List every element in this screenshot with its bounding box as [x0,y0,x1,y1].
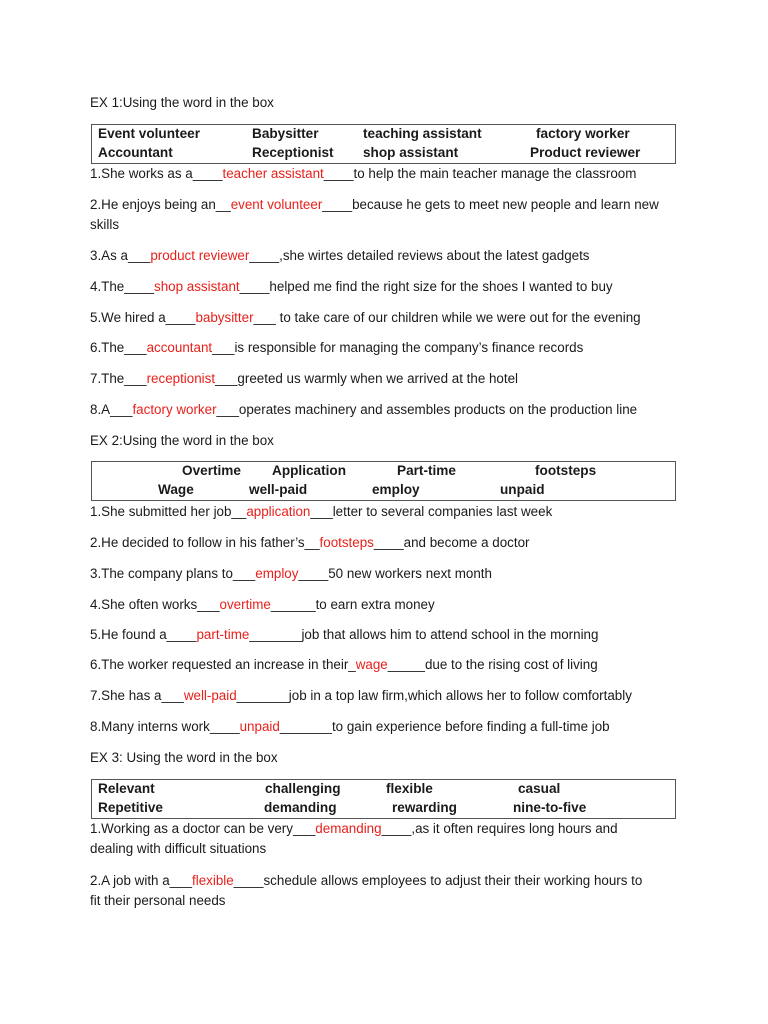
ex2-word: Wage [158,482,194,497]
answer-text: employ [255,566,299,581]
ex1-word-box [91,124,676,164]
ex3-word: Relevant [98,781,155,796]
answer-text: receptionist [146,371,216,386]
ex1-word: Product reviewer [530,145,641,160]
ex2-item-6: 6.The worker requested an increase in their_wage_____due to the rising cost of living [90,657,598,672]
ex2-word: Overtime [182,463,241,478]
ex2-item-4: 4.She often works___overtime______to earn extra money [90,597,435,612]
ex1-item-6: 6.The___accountant___is responsible for managing the company’s finance records [90,340,584,355]
ex3-word: Repetitive [98,800,163,815]
ex2-item-8: 8.Many interns work____unpaid_______to gain experience before finding a full-time job [90,719,610,734]
ex1-title: EX 1:Using the word in the box [90,95,274,110]
ex1-item-1: 1.She works as a____teacher assistant____to help the main teacher manage the classroom [90,166,637,181]
answer-text: wage [355,657,388,672]
ex3-word: demanding [264,800,337,815]
ex1-item-2: 2.He enjoys being an__event volunteer____because he gets to meet new people and learn new [90,197,659,212]
ex1-word: Event volunteer [98,126,200,141]
answer-text: flexible [192,873,234,888]
ex1-item-4: 4.The____shop assistant____helped me find the right size for the shoes I wanted to buy [90,279,613,294]
answer-text: well-paid [183,688,237,703]
ex2-item-7: 7.She has a___well-paid_______job in a top law firm,which allows her to follow comfortably [90,688,632,703]
ex1-item-8: 8.A___factory worker___operates machinery and assembles products on the production line [90,402,638,417]
answer-text: overtime [219,597,271,612]
ex2-word: Application [272,463,347,478]
answer-text: teacher assistant [222,166,324,181]
ex1-word: Receptionist [252,145,334,160]
answer-text: demanding [315,821,382,836]
answer-text: application [246,504,311,519]
ex2-word: Part-time [397,463,456,478]
ex3-title: EX 3: Using the word in the box [90,750,278,765]
ex1-item-5: 5.We hired a____babysitter___ to take care of our children while we were out for the evening [90,310,641,325]
answer-text: unpaid [239,719,280,734]
ex3-item-1: 1.Working as a doctor can be very___demanding____,as it often requires long hours and [90,821,618,836]
ex2-word: employ [372,482,420,497]
ex3-word: casual [518,781,561,796]
answer-text: part-time [196,627,250,642]
ex2-item-5: 5.He found a____part-time_______job that allows him to attend school in the morning [90,627,599,642]
ex2-word: well-paid [249,482,308,497]
ex3-word-box [91,779,676,819]
ex3-item-2-cont: fit their personal needs [90,893,226,908]
ex2-item-2: 2.He decided to follow in his father’s__footsteps____and become a doctor [90,535,530,550]
ex2-word: unpaid [500,482,545,497]
ex1-word: Babysitter [252,126,319,141]
ex3-word: challenging [265,781,341,796]
ex1-word: teaching assistant [363,126,482,141]
ex2-item-1: 1.She submitted her job__application___letter to several companies last week [90,504,553,519]
ex3-word: rewarding [392,800,457,815]
ex2-item-3: 3.The company plans to___employ____50 new workers next month [90,566,492,581]
answer-text: event volunteer [230,197,323,212]
ex2-word: footsteps [535,463,597,478]
ex1-word: factory worker [536,126,630,141]
ex3-item-1-cont: dealing with difficult situations [90,841,267,856]
answer-text: shop assistant [154,279,240,294]
ex3-word: nine-to-five [513,800,587,815]
ex1-word: shop assistant [363,145,459,160]
answer-text: babysitter [195,310,254,325]
answer-text: product reviewer [150,248,250,263]
ex3-word: flexible [386,781,433,796]
ex2-title: EX 2:Using the word in the box [90,433,274,448]
ex1-item-3: 3.As a___product reviewer____,she wirtes detailed reviews about the latest gadgets [90,248,590,263]
ex3-item-2: 2.A job with a___flexible____schedule allows employees to adjust their their working hours to [90,873,643,888]
answer-text: footsteps [319,535,374,550]
ex1-word: Accountant [98,145,173,160]
answer-text: factory worker [132,402,217,417]
answer-text: accountant [146,340,213,355]
ex1-item-7: 7.The___receptionist___greeted us warmly when we arrived at the hotel [90,371,519,386]
ex2-word-box [91,461,676,501]
ex1-item-2-cont: skills [90,217,120,232]
